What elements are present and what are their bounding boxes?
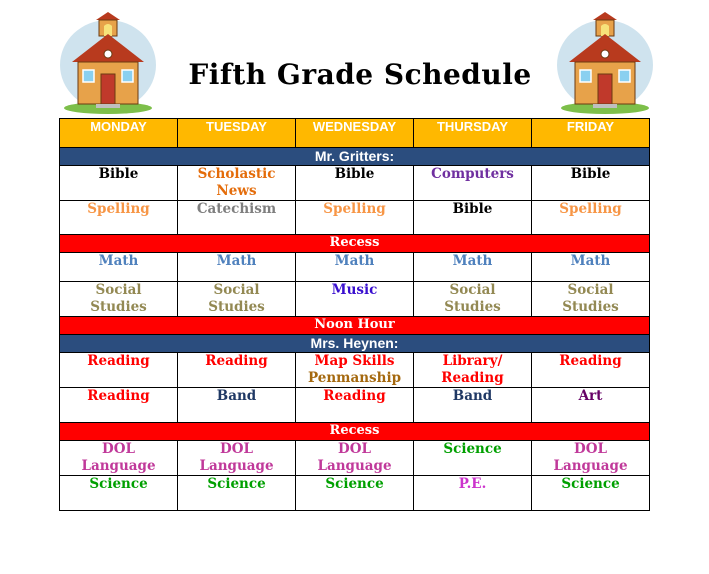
class-cell — [60, 353, 178, 388]
day-header: WEDNESDAY — [296, 119, 414, 148]
class-name: Science — [207, 476, 266, 492]
teacher-row — [60, 148, 650, 166]
class-name: Reading — [87, 388, 150, 404]
table-row — [60, 388, 650, 423]
class-name: Math — [570, 253, 611, 269]
class-name: Art — [578, 388, 603, 404]
class-cell — [414, 388, 532, 423]
class-name: Math — [98, 253, 139, 269]
class-cell — [296, 476, 414, 511]
class-cell — [414, 476, 532, 511]
class-cell — [178, 282, 296, 317]
class-cell — [296, 353, 414, 388]
class-cell — [60, 253, 178, 282]
class-name: Music — [331, 282, 378, 298]
schoolhouse-icon — [555, 10, 655, 115]
table-row — [60, 353, 650, 388]
teacher-label: Mrs. Heynen: — [60, 335, 650, 353]
break-row — [60, 423, 650, 441]
class-cell — [178, 253, 296, 282]
page-title: Fifth Grade Schedule — [188, 58, 532, 91]
break-row — [60, 317, 650, 335]
class-cell — [178, 441, 296, 476]
class-cell — [414, 201, 532, 235]
class-name: Spelling — [323, 201, 386, 217]
class-cell — [532, 441, 650, 476]
class-cell — [414, 441, 532, 476]
class-cell — [60, 476, 178, 511]
class-name: DOL — [574, 441, 607, 457]
class-name: Band — [216, 388, 257, 404]
class-cell — [414, 166, 532, 201]
class-name: Social — [567, 282, 614, 298]
class-name: Language — [317, 458, 392, 474]
class-cell — [178, 476, 296, 511]
class-cell — [532, 282, 650, 317]
class-name: Computers — [431, 166, 514, 182]
class-name: Language — [553, 458, 628, 474]
class-name: Science — [89, 476, 148, 492]
class-cell — [178, 201, 296, 235]
class-name: Catechism — [196, 201, 277, 217]
class-name: Reading — [323, 388, 386, 404]
class-name: DOL — [338, 441, 371, 457]
table-row — [60, 441, 650, 476]
day-header-row — [60, 119, 650, 148]
table-row — [60, 201, 650, 235]
class-name: Penmanship — [307, 370, 402, 386]
class-name: Bible — [452, 201, 493, 217]
class-name: Bible — [570, 166, 611, 182]
recess-label: Recess — [60, 423, 650, 441]
class-cell — [532, 201, 650, 235]
class-name: DOL — [102, 441, 135, 457]
page-header — [0, 0, 709, 118]
class-cell — [532, 388, 650, 423]
class-cell — [60, 201, 178, 235]
class-name: Studies — [208, 299, 265, 315]
teacher-row — [60, 335, 650, 353]
class-cell — [414, 253, 532, 282]
day-header: MONDAY — [60, 119, 178, 148]
table-row — [60, 253, 650, 282]
break-row — [60, 235, 650, 253]
class-cell — [178, 388, 296, 423]
schedule-table — [59, 118, 650, 511]
class-name: Language — [199, 458, 274, 474]
class-name: Scholastic — [197, 166, 276, 182]
day-header: FRIDAY — [532, 119, 650, 148]
class-name: Language — [81, 458, 156, 474]
class-cell — [60, 388, 178, 423]
class-name: Studies — [90, 299, 147, 315]
class-name: Reading — [441, 370, 504, 386]
class-name: Studies — [444, 299, 501, 315]
class-name: Science — [443, 441, 502, 457]
class-name: Math — [334, 253, 375, 269]
class-name: Library/ — [442, 353, 503, 369]
class-name: Bible — [334, 166, 375, 182]
class-name: Reading — [205, 353, 268, 369]
class-cell — [532, 166, 650, 201]
class-name: Math — [452, 253, 493, 269]
table-row — [60, 166, 650, 201]
class-cell — [532, 353, 650, 388]
class-name: P.E. — [458, 476, 487, 492]
class-cell — [414, 282, 532, 317]
class-name: Science — [325, 476, 384, 492]
schoolhouse-icon — [58, 10, 158, 115]
class-cell — [178, 353, 296, 388]
class-name: DOL — [220, 441, 253, 457]
class-name: Social — [449, 282, 496, 298]
class-cell — [296, 388, 414, 423]
class-cell — [60, 282, 178, 317]
class-cell — [296, 166, 414, 201]
class-name: Science — [561, 476, 620, 492]
class-name: Studies — [562, 299, 619, 315]
class-cell — [60, 166, 178, 201]
teacher-label: Mr. Gritters: — [60, 148, 650, 166]
class-name: Social — [213, 282, 260, 298]
class-cell — [532, 253, 650, 282]
class-name: Math — [216, 253, 257, 269]
class-cell — [178, 166, 296, 201]
class-name: Map Skills — [314, 353, 395, 369]
class-name: News — [216, 183, 257, 199]
class-name: Social — [95, 282, 142, 298]
recess-label: Recess — [60, 235, 650, 253]
class-name: Reading — [559, 353, 622, 369]
day-header: TUESDAY — [178, 119, 296, 148]
class-cell — [414, 353, 532, 388]
class-cell — [532, 476, 650, 511]
class-name: Reading — [87, 353, 150, 369]
class-cell — [296, 282, 414, 317]
class-name: Band — [452, 388, 493, 404]
noon-hour-label: Noon Hour — [60, 317, 650, 335]
class-cell — [60, 441, 178, 476]
table-row — [60, 476, 650, 511]
class-cell — [296, 253, 414, 282]
class-name: Spelling — [559, 201, 622, 217]
table-row — [60, 282, 650, 317]
class-name: Spelling — [87, 201, 150, 217]
class-name: Bible — [98, 166, 139, 182]
day-header: THURSDAY — [414, 119, 532, 148]
class-cell — [296, 201, 414, 235]
class-cell — [296, 441, 414, 476]
